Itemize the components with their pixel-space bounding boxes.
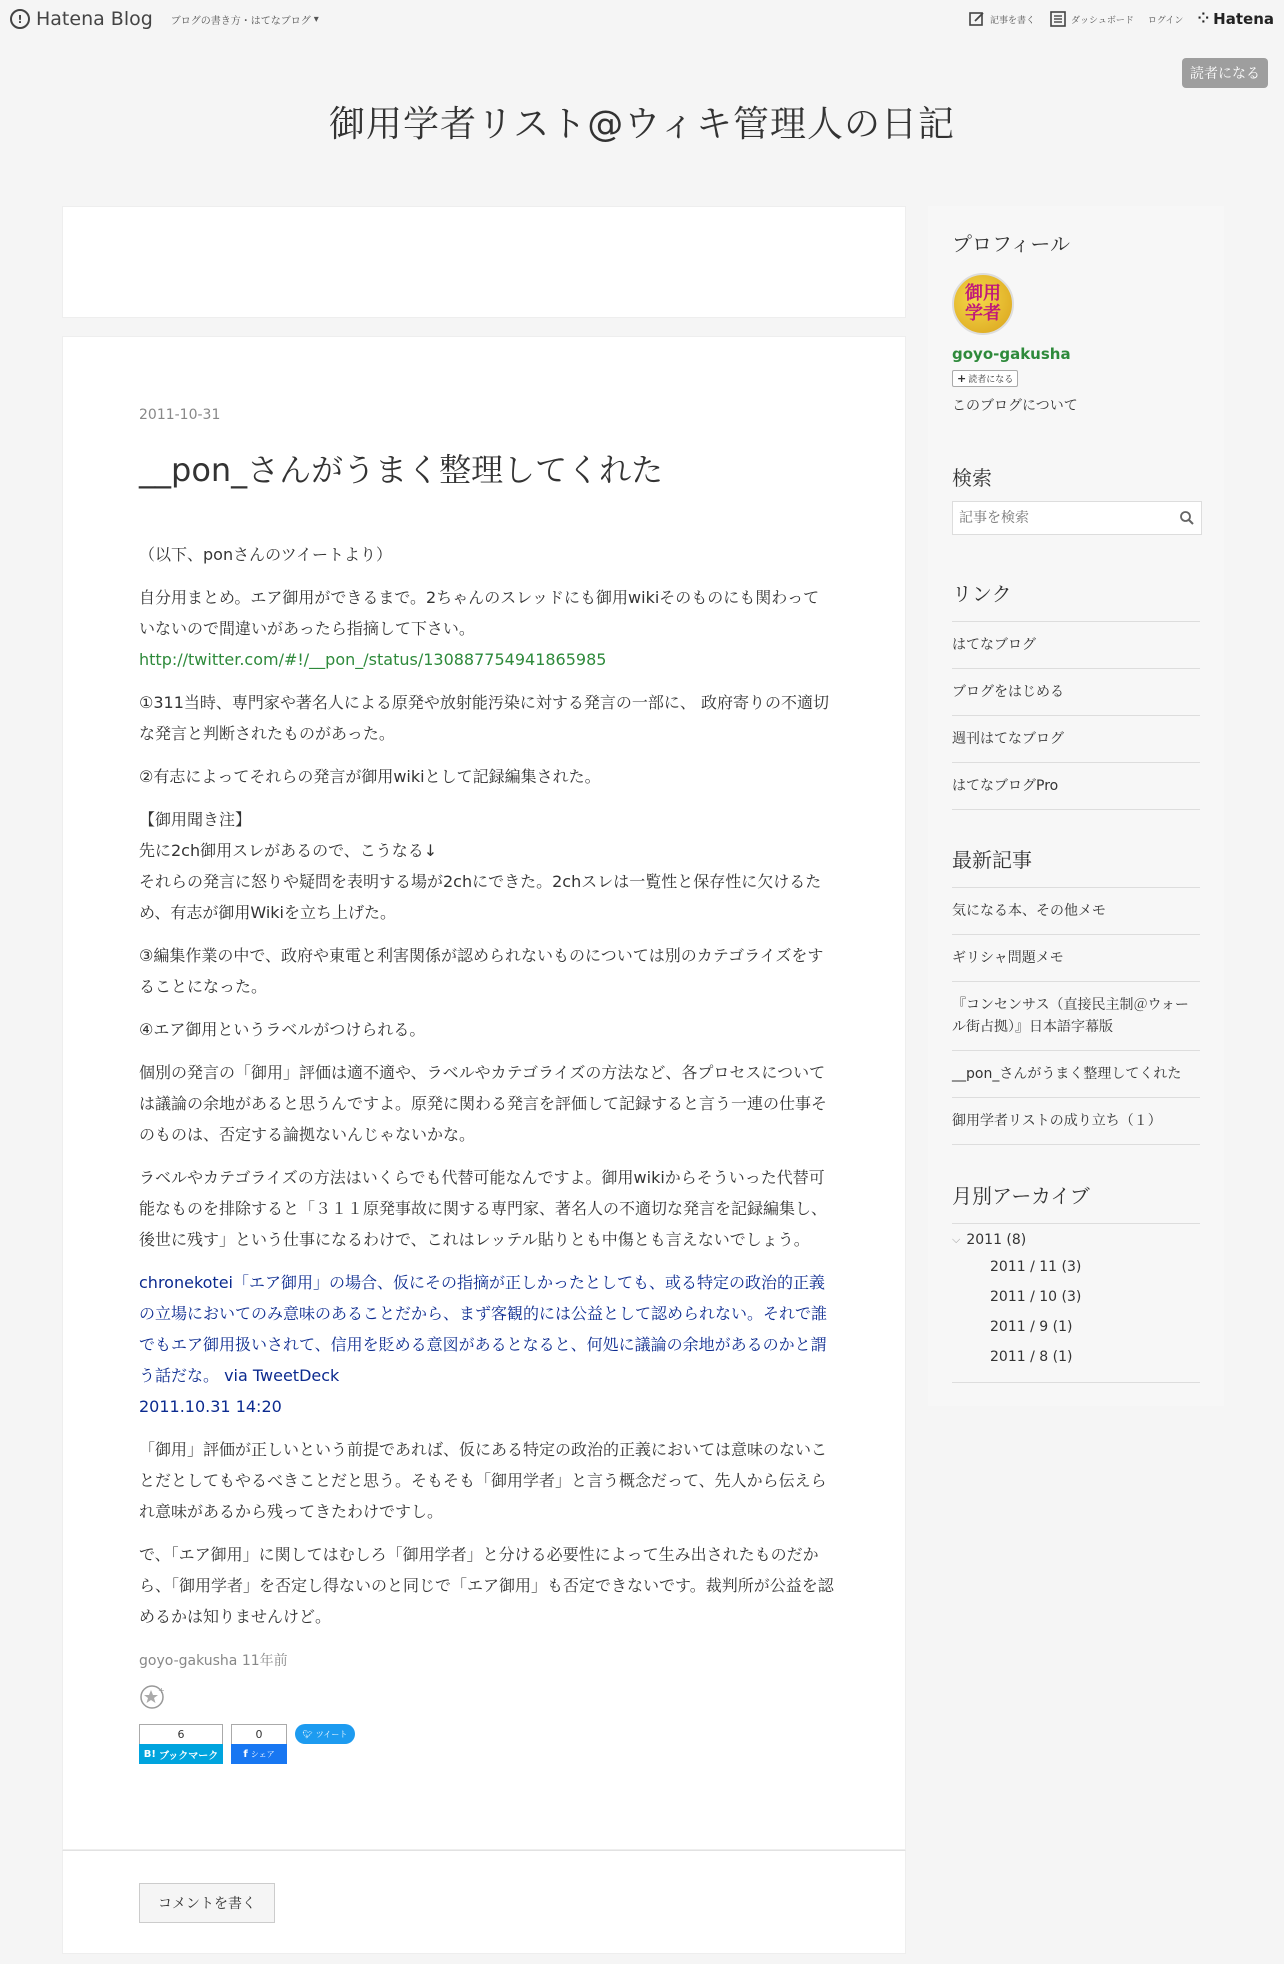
- facebook-icon: f: [243, 1748, 248, 1760]
- recent-item[interactable]: 御用学者リストの成り立ち（１）: [952, 1098, 1200, 1145]
- entry-paragraph: で、「エア御用」に関してはむしろ「御用学者」と分ける必要性によって生み出されたものだから、「御用学者」を否定し得ないのと同じで「エア御用」も否定できないです。裁判所が公益を認めるかは知りませんけど。: [139, 1545, 834, 1626]
- profile-module: [952, 228, 1200, 415]
- entry-paragraph: [139, 582, 835, 675]
- note-line: 先に2ch御用スレがあるので、こうなる↓: [139, 841, 438, 860]
- chevron-down-icon: ⌵: [952, 1233, 961, 1246]
- write-comment-button[interactable]: コメントを書く: [139, 1883, 275, 1923]
- search-box: [952, 501, 1202, 535]
- global-header: [0, 0, 1284, 38]
- archive-month[interactable]: 2011 / 11 (3): [990, 1259, 1082, 1275]
- bookmark-button[interactable]: [139, 1744, 223, 1764]
- entry-date[interactable]: 2011-10-31: [139, 407, 221, 423]
- links-heading: リンク: [952, 582, 1012, 606]
- entry-paragraph: ③編集作業の中で、政府や東電と利害関係が認められないものについては別のカテゴライズをすることになった。: [139, 946, 824, 996]
- profile-heading: プロフィール: [952, 232, 1070, 256]
- recent-entries-module: [952, 844, 1200, 1145]
- link-item[interactable]: はてなブログPro: [952, 763, 1200, 810]
- link-item[interactable]: ブログをはじめる: [952, 669, 1200, 716]
- archive-year-label: 2011 (8): [966, 1232, 1027, 1248]
- write-entry-label: 記事を書く: [990, 15, 1036, 26]
- profile-subscribe-button[interactable]: [952, 370, 1018, 387]
- archive-heading: 月別アーカイブ: [952, 1184, 1090, 1208]
- recent-item[interactable]: 気になる本、その他メモ: [952, 888, 1200, 935]
- entry-paragraph: ラベルやカテゴライズの方法はいくらでも代替可能なんですよ。御用wikiからそういった代替可能なものを排除すると「３１１原発事故に関する専門家、著名人の不適切な発言を記録編集し、後世に残す」という仕事になるわけで、これはレッテル貼りとも中傷とも言えないでしょう。: [139, 1168, 828, 1249]
- recent-heading: 最新記事: [952, 848, 1032, 872]
- recent-item[interactable]: ギリシャ問題メモ: [952, 935, 1200, 982]
- entry-paragraph: （以下、ponさんのツイートより）: [139, 545, 392, 564]
- entry-title[interactable]: __pon_さんがうまく整理してくれた: [139, 451, 664, 489]
- author-link[interactable]: goyo-gakusha: [139, 1653, 238, 1669]
- about-blog-link[interactable]: このブログについて: [952, 398, 1078, 414]
- dashboard-link[interactable]: [1049, 10, 1134, 28]
- svg-text:+: +: [158, 1686, 165, 1695]
- search-input[interactable]: [959, 510, 1179, 526]
- blog-title[interactable]: 御用学者リスト@ウィキ管理人の日記: [328, 104, 956, 145]
- tweet-button[interactable]: [295, 1724, 355, 1744]
- profile-name[interactable]: goyo-gakusha: [952, 345, 1071, 363]
- guide-dropdown[interactable]: [171, 12, 319, 27]
- bookmark-label: ブックマーク: [158, 1750, 219, 1762]
- archive-module: [952, 1180, 1200, 1383]
- ad-area: [62, 206, 906, 318]
- hatena-dots-icon: ⁘: [1197, 11, 1210, 27]
- hatena-logo[interactable]: [1197, 10, 1274, 28]
- entry-time-link[interactable]: 11年前: [241, 1653, 288, 1669]
- tweet-date-link[interactable]: 2011.10.31 14:20: [139, 1397, 282, 1416]
- archive-month[interactable]: 2011 / 8 (1): [990, 1349, 1073, 1365]
- brand-label: Hatena Blog: [36, 8, 153, 30]
- entry-paragraph: ①311当時、専門家や著名人による原発や放射能汚染に対する発言の一部に、 政府寄りの不適切な発言と判断されたものがあった。: [139, 693, 829, 743]
- paragraph-text: 自分用まとめ。エア御用ができるまで。2ちゃんのスレッドにも御用wikiそのものにも関わっていないので間違いがあったら指摘して下さい。: [139, 588, 820, 638]
- avatar-text: 御用: [965, 283, 1001, 304]
- tweet-label: ツイート: [315, 1729, 348, 1739]
- entry-paragraph: ②有志によってそれらの発言が御用wikiとして記録編集された。: [139, 767, 601, 786]
- subscribe-button[interactable]: 読者になる: [1182, 58, 1268, 88]
- write-entry-link[interactable]: [968, 10, 1035, 28]
- plus-icon: +: [957, 372, 967, 385]
- archive-month[interactable]: 2011 / 10 (3): [990, 1289, 1082, 1305]
- archive-month-list: [952, 1252, 1200, 1383]
- sidebar: [928, 206, 1224, 1406]
- facebook-count: 0: [231, 1724, 287, 1744]
- profile-subscribe-label: 読者になる: [968, 375, 1014, 385]
- hatena-label: Hatena: [1213, 10, 1274, 28]
- entry-paragraph: ④エア御用というラベルがつけられる。: [139, 1020, 426, 1039]
- entry-content: [139, 539, 835, 1632]
- hatena-blog-logo[interactable]: [10, 8, 153, 30]
- recent-list: [952, 887, 1200, 1145]
- avatar-text: 学者: [965, 303, 1001, 324]
- links-module: [952, 578, 1200, 810]
- links-list: [952, 621, 1200, 810]
- facebook-button[interactable]: [231, 1744, 287, 1764]
- tweet-link[interactable]: http://twitter.com/#!/__pon_/status/130887754941865985: [139, 650, 607, 669]
- add-star-icon[interactable]: [139, 1684, 165, 1710]
- note-line: それらの発言に怒りや疑問を表明する場が2chにできた。2chスレは一覧性と保存性に欠けるため、有志が御用Wikiを立ち上げた。: [139, 872, 822, 922]
- edit-icon: [968, 10, 986, 28]
- entry-paragraph: 「御用」評価が正しいという前提であれば、仮にある特定の政治的正義においては意味のないことだとしてもやるべきことだと思う。そもそも「御用学者」と言う概念だって、先人から伝えられ意味があるから残ってきたわけですし。: [139, 1440, 828, 1521]
- facebook-share[interactable]: [231, 1724, 287, 1764]
- login-link[interactable]: [1148, 13, 1184, 26]
- twitter-bird-icon: 🐦︎: [302, 1729, 313, 1739]
- entry-article: [62, 336, 906, 1850]
- tweet-text[interactable]: chronekotei「エア御用」の場合、仮にその指摘が正しかったとしても、或る特定の政治的正義の立場においてのみ意味のあることだから、まず客観的には公益として認められない。それで誰でもエア御用扱いされて、信用を貶める意図があるとなると、何処に議論の余地があるのかと謂う話だな。 via TweetDeck: [139, 1273, 828, 1385]
- entry-paragraph: 個別の発言の「御用」評価は適不適や、ラベルやカテゴライズの方法など、各プロセスについては議論の余地があると思うんですよ。原発に関わる発言を評価して記録すると言う一連の仕事そのものは、否定する論拠ないんじゃないかな。: [139, 1063, 828, 1144]
- guide-dropdown-label: ブログの書き方・はてなブログ: [170, 15, 311, 27]
- login-label: ログイン: [1147, 15, 1184, 26]
- archive-year[interactable]: [952, 1224, 1200, 1248]
- avatar[interactable]: [952, 273, 1014, 335]
- comment-section: [62, 1850, 906, 1954]
- recent-item[interactable]: __pon_さんがうまく整理してくれた: [952, 1051, 1200, 1098]
- dashboard-icon: [1049, 10, 1067, 28]
- bookmark-count: 6: [139, 1724, 223, 1744]
- hatena-blog-icon: !: [10, 9, 30, 29]
- entry-footer: [139, 1650, 835, 1670]
- search-heading: 検索: [952, 466, 992, 490]
- chevron-down-icon: ▾: [313, 13, 319, 25]
- hatena-bookmark-share[interactable]: [139, 1724, 223, 1764]
- archive-month[interactable]: 2011 / 9 (1): [990, 1319, 1073, 1335]
- facebook-label: シェア: [250, 1749, 275, 1759]
- recent-item[interactable]: 『コンセンサス（直接民主制＠ウォール街占拠）』日本語字幕版: [952, 982, 1200, 1051]
- hatena-bookmark-icon: B!: [143, 1748, 156, 1760]
- note-heading: 【御用聞き注】: [139, 810, 252, 829]
- link-item[interactable]: 週刊はてなブログ: [952, 716, 1200, 763]
- embedded-tweet: [139, 1267, 835, 1422]
- search-module: [952, 462, 1200, 535]
- share-buttons: [139, 1724, 835, 1764]
- dashboard-label: ダッシュボード: [1071, 15, 1134, 26]
- search-icon[interactable]: [1179, 510, 1195, 526]
- entry-paragraph: [139, 804, 835, 928]
- link-item[interactable]: はてなブログ: [952, 622, 1200, 669]
